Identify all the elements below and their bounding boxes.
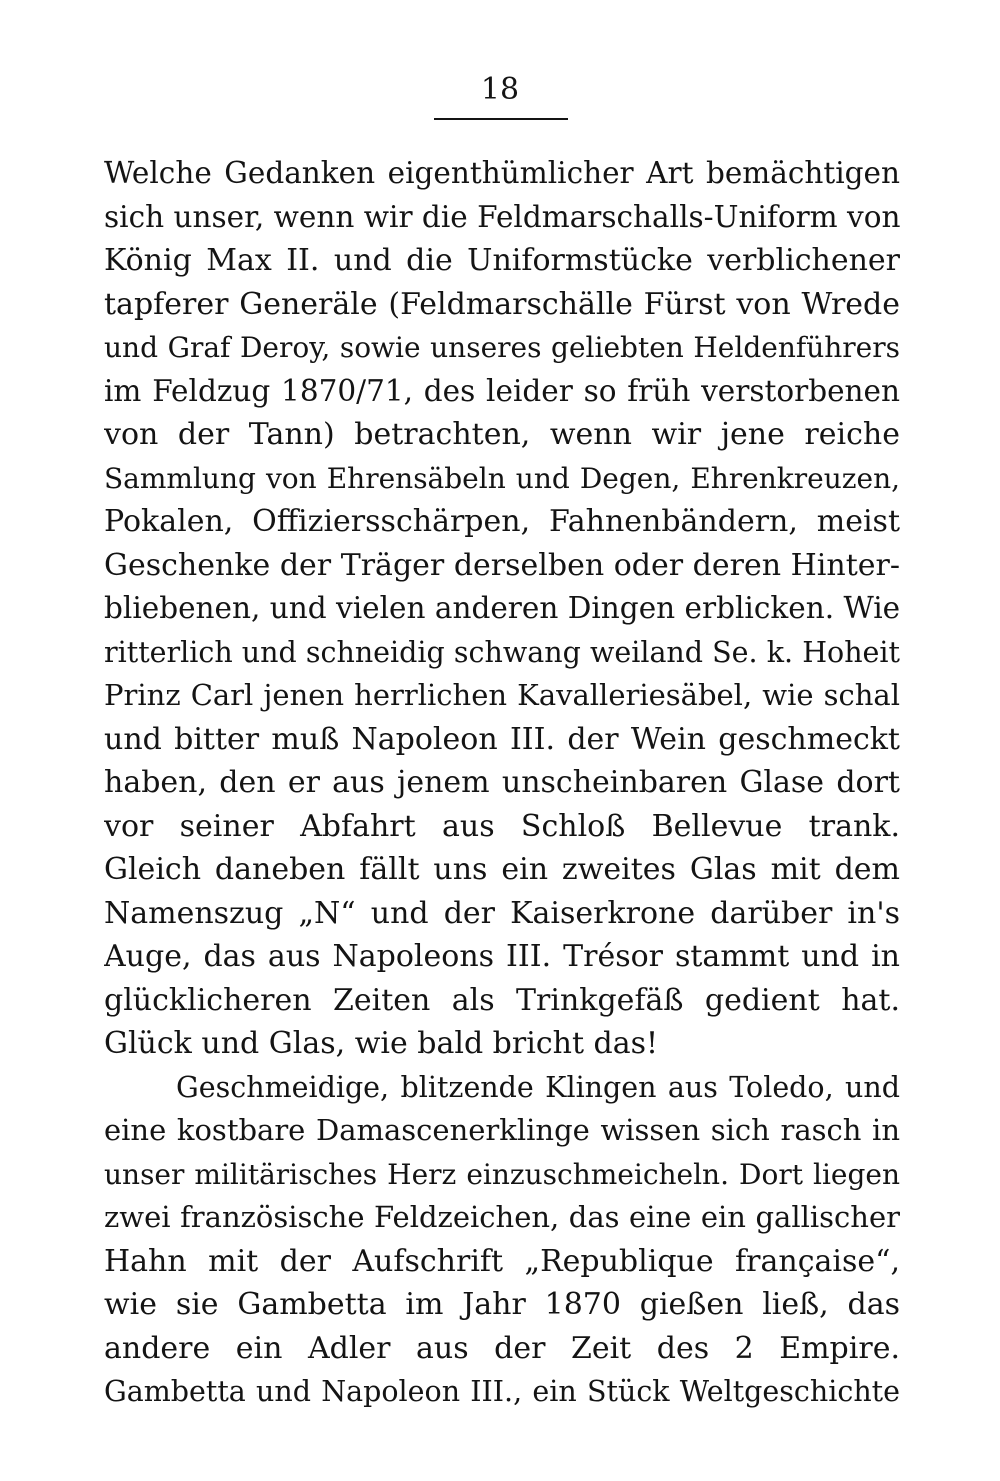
text-line: tapferer Generäle (Feldmarschälle Fürst von Wrede (104, 286, 900, 322)
text-line: sich unser, wenn wir die Feldmarschalls-Uniform von (104, 199, 900, 234)
text-line: und bitter muß Napoleon III. der Wein geschmeckt (104, 721, 900, 757)
text-line: vor seiner Abfahrt aus Schloß Bellevue trank. (104, 808, 900, 844)
text-line: im Feldzug 1870/71, des leider so früh verstorbenen (104, 373, 900, 408)
text-line: und Graf Deroy, sowie unseres geliebten Heldenführers (104, 331, 900, 364)
text-line: andere ein Adler aus der Zeit des 2 Empire. (104, 1330, 900, 1366)
text-line: Sammlung von Ehrensäbeln und Degen, Ehrenkreuzen, (104, 461, 900, 495)
text-line: bliebenen, und vielen anderen Dingen erblicken. Wie (104, 591, 900, 625)
text-line: wie sie Gambetta im Jahr 1870 gießen ließ, das (104, 1287, 900, 1322)
page-number-rule (434, 118, 568, 120)
text-line: glücklicheren Zeiten als Trinkgefäß gedient hat. (104, 982, 900, 1018)
text-line: zwei französische Feldzeichen, das eine ein gallischer (104, 1200, 900, 1234)
text-line: haben, den er aus jenem unscheinbaren Glase dort (104, 765, 900, 800)
paragraph-first-line: Geschmeidige, blitzende Klingen aus Toledo, und (176, 1070, 900, 1104)
text-line: Welche Gedanken eigenthümlicher Art bemächtigen (104, 156, 900, 190)
text-line: eine kostbare Damascenerklinge wissen sich rasch in (104, 1113, 900, 1147)
text-line: Namenszug „N“ und der Kaiserkrone darüber in's (104, 895, 900, 931)
text-line: Gambetta und Napoleon III., ein Stück Weltgeschichte (104, 1375, 900, 1408)
text-line: ritterlich und schneidig schwang weiland Se. k. Hoheit (104, 635, 900, 669)
body-text (104, 152, 900, 1414)
text-line: Hahn mit der Aufschrift „Republique française“, (104, 1243, 900, 1279)
text-line: Prinz Carl jenen herrlichen Kavalleriesäbel, wie schal (104, 678, 900, 712)
text-line: Geschenke der Träger derselben oder deren Hinter- (104, 547, 900, 583)
text-line: unser militärisches Herz einzuschmeicheln. Dort liegen (104, 1157, 900, 1191)
text-line: von der Tann) betrachten, wenn wir jene reiche (104, 417, 900, 452)
text-line: Gleich daneben fällt uns ein zweites Glas mit dem (104, 852, 900, 887)
text-line: Auge, das aus Napoleons III. Trésor stammt und in (104, 939, 900, 974)
paragraph-last-line: Glück und Glas, wie bald bricht das! (104, 1026, 659, 1061)
text-line: König Max II. und die Uniformstücke verblichener (104, 243, 900, 278)
text-line: Pokalen, Offiziersschärpen, Fahnenbändern, meist (104, 504, 900, 539)
page-number: 18 (480, 72, 520, 107)
